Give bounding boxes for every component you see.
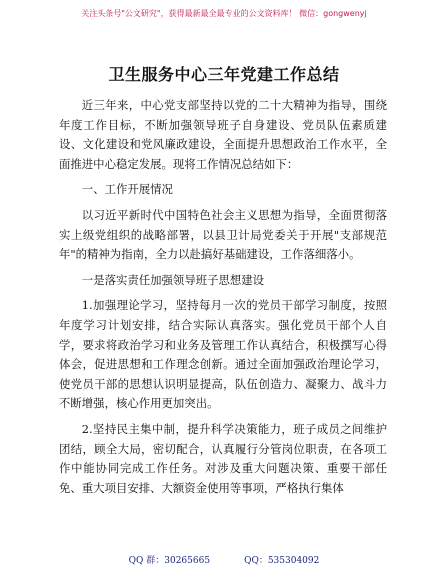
- body-paragraph: 以习近平新时代中国特色社会主义思想为指导，全面贯彻落实上级党组织的战略部署，以县卫计局党委关于开展"支部规范年"的精神为指南，全力以赴搞好基础建设，工作落细落小。: [59, 207, 387, 262]
- intro-paragraph: 近三年来，中心党支部坚持以党的二十大精神为指导，围绕年度工作目标，不断加强领导班子自身建设、党员队伍素质建设、文化建设和党风廉政建设，全面提升思想政治工作水平，全面推进中心稳定发展。现将工作情况总结如下：: [59, 98, 387, 171]
- footer-qq: QQ：535304092: [244, 556, 320, 566]
- footer-qq-group: QQ 群：30265665: [128, 556, 211, 566]
- document-body: [59, 96, 387, 498]
- body-paragraph: 1.加强理论学习，坚持每月一次的党员干部学习制度，按照年度学习计划安排，结合实际认真落实。强化党员干部个人自学，要求将政治学习和业务及管理工作认真结合，积极撰写心得体会，促进思想和工作理念创新。通过全面加强政治理论学习，使党员干部的思想认识明显提高，队伍创造力、凝聚力、战斗力不断增强，核心作用更加突出。: [59, 298, 387, 411]
- promo-banner: 关注头条号"公文研究"，获得最新最全最专业的公文资料库！ 微信：gongwenyj: [81, 9, 367, 18]
- subsection-heading: 一是落实责任加强领导班子思想建设: [81, 272, 265, 287]
- body-paragraph: 2.坚持民主集中制，提升科学决策能力，班子成员之间维护团结，顾全大局，密切配合，认真履行分管岗位职责，在各项工作中能协同完成工作任务。对涉及重大问题决策、重要干部任免、重大项目安排、大额资金使用等事项，严格执行集体: [59, 421, 387, 495]
- document-title: 卫生服务中心三年党建工作总结: [108, 65, 340, 84]
- footer: [0, 553, 448, 566]
- section-heading: 一、工作开展情况: [81, 182, 173, 197]
